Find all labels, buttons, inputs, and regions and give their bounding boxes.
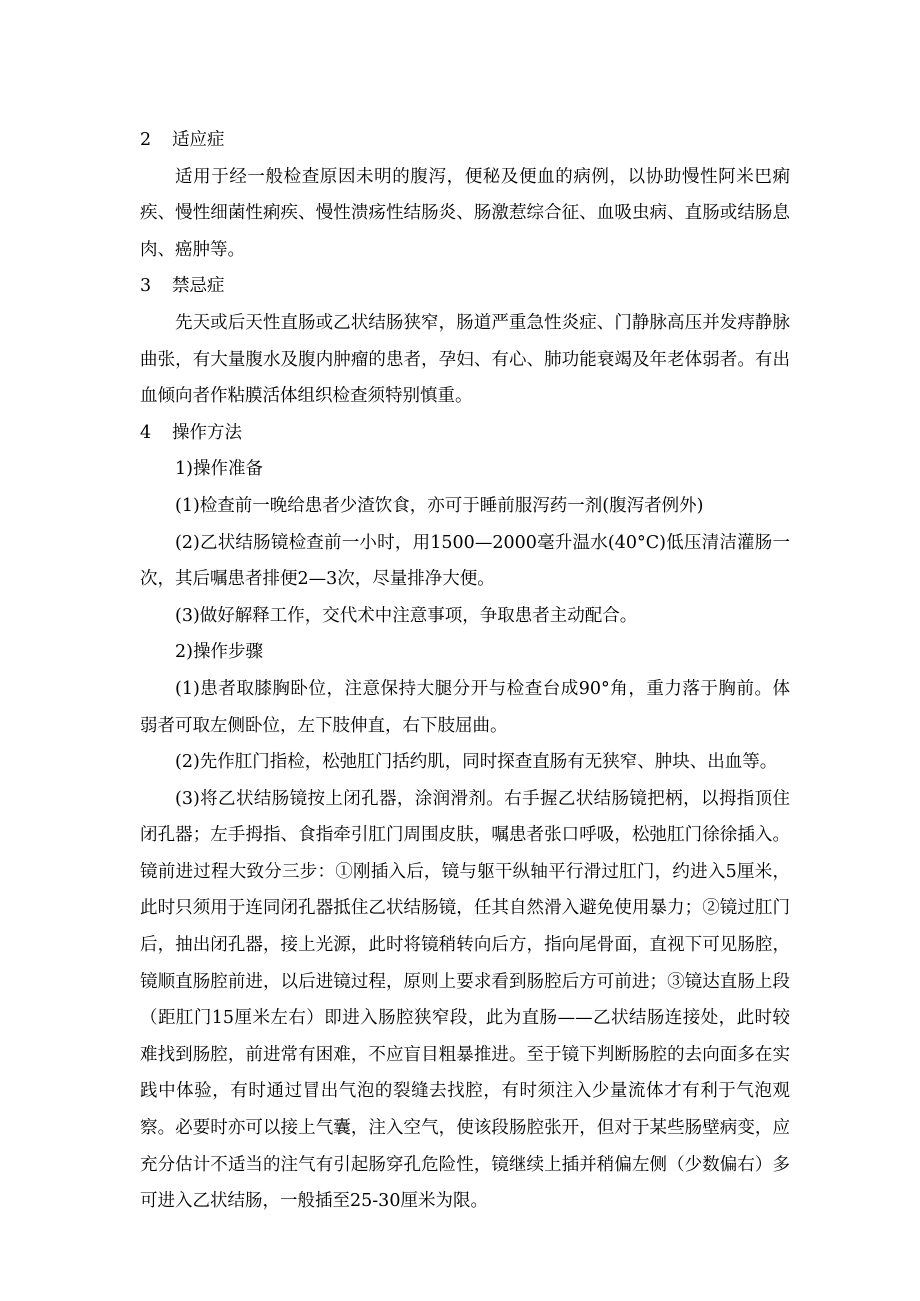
section-number: 3: [140, 276, 152, 297]
section-heading: [140, 268, 790, 305]
section-number: 4: [140, 422, 152, 443]
section-number: 2: [140, 130, 152, 150]
section-title: 适应症: [172, 130, 225, 150]
paragraph: (2)先作肛门指检，松弛肛门括约肌，同时探查直肠有无狭窄、肿块、出血等。: [175, 752, 778, 773]
paragraph: (1)患者取膝胸卧位，注意保持大腿分开与检查台成90°角，重力落于胸前。体弱者可取左侧卧位，左下肢伸直，右下肢屈曲。: [140, 678, 790, 736]
section-heading: [140, 415, 790, 452]
section-contraindications: [140, 268, 790, 414]
section-title: 操作方法: [172, 422, 242, 443]
paragraph: (3)做好解释工作，交代术中注意事项，争取患者主动配合。: [175, 605, 638, 626]
paragraph: 先天或后天性直肠或乙状结肠狭窄，肠道严重急性炎症、门静脉高压并发痔静脉曲张，有大量腹水及腹内肿瘤的患者，孕妇、有心、肺功能衰竭及年老体弱者。有出血倾向者作粘膜活体组织检查须特别慎重。: [140, 312, 790, 407]
section-indications: [140, 122, 790, 268]
subheading-preparation: 1)操作准备: [175, 459, 263, 480]
section-title: 禁忌症: [172, 276, 225, 297]
section-procedure: [140, 415, 790, 1220]
section-heading: [140, 122, 790, 159]
document-body: [140, 122, 790, 1220]
paragraph: (3)将乙状结肠镜按上闭孔器，涂润滑剂。右手握乙状结肠镜把柄，以拇指顶住闭孔器；左手拇指、食指牵引肛门周围皮肤，嘱患者张口呼吸，松弛肛门徐徐插入。镜前进过程大致分三步：①刚插入后，镜与躯干纵轴平行滑过肛门，约进入5厘米，此时只须用于连同闭孔器抵住乙状结肠镜，任其自然滑入避免使用暴力；②镜过肛门后，抽出闭孔器，接上光源，此时将镜稍转向后方，指向尾骨面，直视下可见肠腔，镜顺直肠腔前进，以后进镜过程，原则上要求看到肠腔后方可前进；③镜达直肠上段（距肛门15厘米左右）即进入肠腔狭窄段，此为直肠——乙状结肠连接处，此时较难找到肠腔，前进常有困难，不应盲目粗暴推进。至于镜下判断肠腔的去向面多在实践中体验，有时通过冒出气泡的裂缝去找腔，有时须注入少量流体才有利于气泡观察。必要时亦可以接上气囊，注入空气，使该段肠腔张开，但对于某些肠壁病变，应充分估计不适当的注气有引起肠穿孔危险性，镜继续上插并稍偏左侧（少数偏右）多可进入乙状结肠，一般插至25-30厘米为限。: [140, 788, 790, 1212]
paragraph: (2)乙状结肠镜检查前一小时，用1500—2000毫升温水(40°C)低压清洁灌肠一次，其后嘱患者排便2—3次，尽量排净大便。: [140, 532, 790, 590]
paragraph: (1)检查前一晚给患者少渣饮食，亦可于睡前服泻药一剂(腹泻者例外): [175, 495, 704, 516]
paragraph: 适用于经一般检查原因未明的腹泻，便秘及便血的病例，以协助慢性阿米巴痢疾、慢性细菌性痢疾、慢性溃疡性结肠炎、肠激惹综合征、血吸虫病、直肠或结肠息肉、癌肿等。: [140, 166, 790, 260]
subheading-steps: 2)操作步骤: [175, 642, 263, 663]
